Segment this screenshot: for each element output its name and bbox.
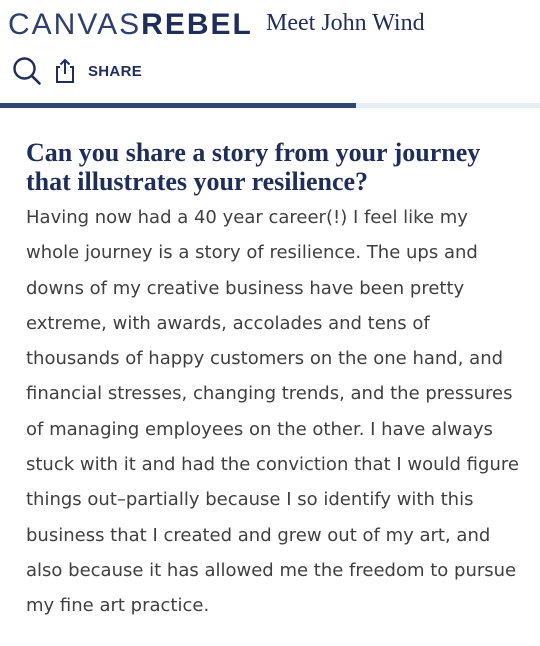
interview-question: Can you share a story from your journey that illustrates your resilience? <box>26 138 481 196</box>
brand-logo[interactable] <box>8 8 253 44</box>
search-button[interactable] <box>12 56 42 86</box>
interview-answer: Having now had a 40 year career(!) I feel like my whole journey is a story of resilience. The ups and downs of my creative business have been pretty extreme, with awards, accolades and tens of thousands of happy customers on the one hand, and financial stresses, changing trends, and the pressures of managing employees on the other. I have always stuck with it and had the conviction that I would figure things out–partially because I so identify with this business that I created and grew out of my art, and also because it has allowed me the freedom to pursue my fine art practice. <box>26 207 519 617</box>
page-title: Meet John Wind <box>266 10 425 36</box>
brand-logo-bold: REBEL <box>141 8 253 41</box>
brand-logo-light: CANVAS <box>8 8 142 41</box>
site-header <box>0 0 540 108</box>
share-label: SHARE <box>88 62 143 80</box>
search-icon <box>12 56 42 86</box>
share-icon <box>54 58 76 84</box>
share-button[interactable] <box>54 57 142 85</box>
reading-progress-bar <box>0 103 540 108</box>
article-body <box>26 138 526 624</box>
toolbar <box>12 56 142 86</box>
reading-progress-fill <box>0 103 356 108</box>
